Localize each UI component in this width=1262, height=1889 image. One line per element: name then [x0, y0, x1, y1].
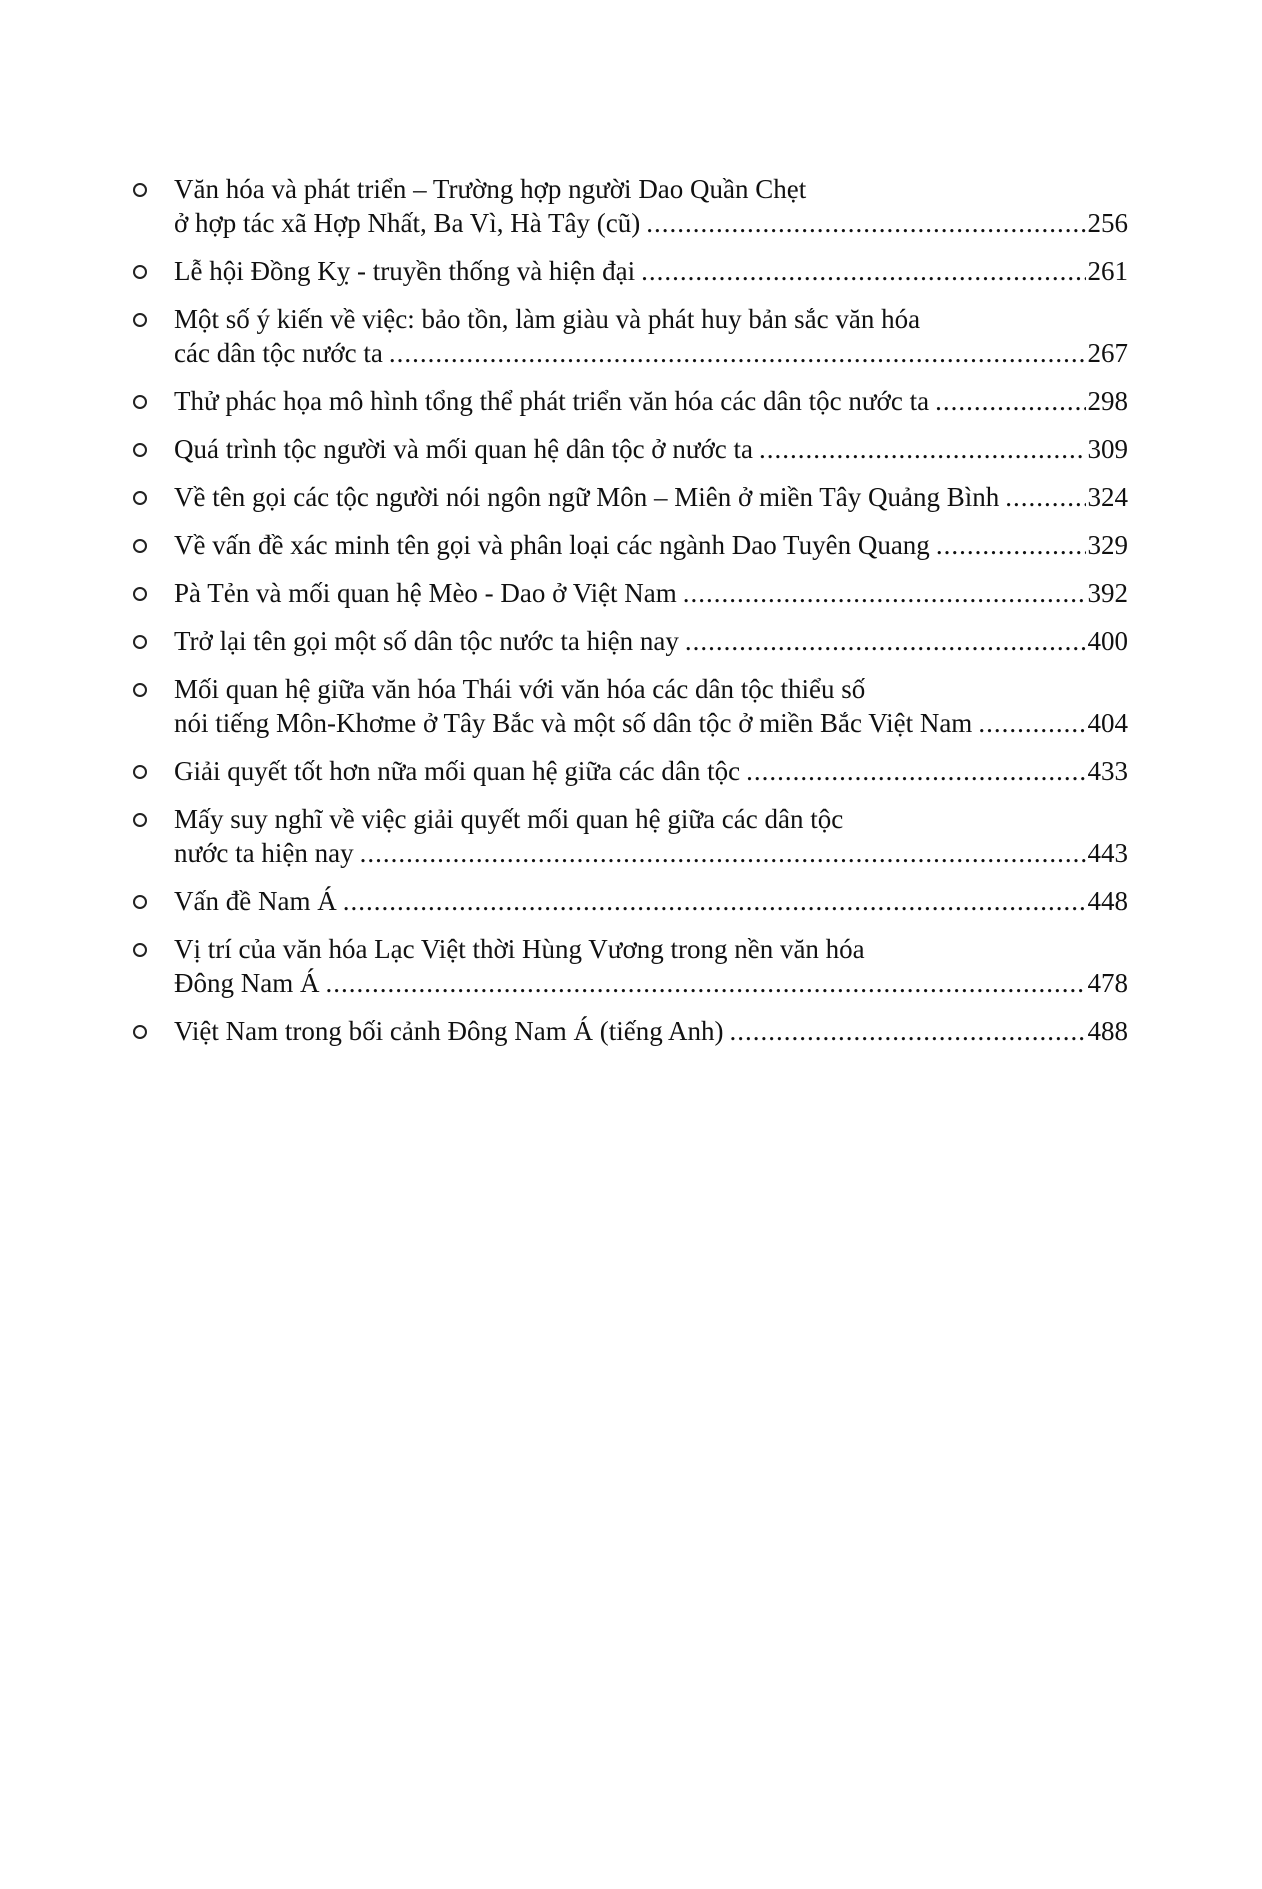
toc-entry-title-line: Về tên gọi các tộc người nói ngôn ngữ Môn – Miên ở miền Tây Quảng Bình — [174, 482, 1000, 512]
toc-entry-title-line: Thử phác họa mô hình tổng thể phát triển văn hóa các dân tộc nước ta — [174, 386, 930, 416]
dot-leader — [936, 528, 1086, 562]
toc-entry-title-line: Pà Tẻn và mối quan hệ Mèo - Dao ở Việt Nam — [174, 578, 677, 608]
toc-entry — [133, 172, 1128, 240]
toc-entry-title-line: Lễ hội Đồng Kỵ - truyền thống và hiện đại — [174, 256, 636, 286]
toc-entry — [133, 302, 1128, 370]
dot-leader — [935, 384, 1085, 418]
toc-entry-title-line: Vấn đề Nam Á — [174, 886, 337, 916]
toc-entry — [133, 624, 1128, 658]
toc-entry — [133, 672, 1128, 740]
circle-bullet-icon — [133, 491, 147, 505]
circle-bullet-icon — [133, 443, 147, 457]
toc-page-number: 400 — [1087, 626, 1128, 656]
toc-page-number: 478 — [1087, 968, 1128, 998]
dot-leader — [343, 884, 1086, 918]
toc-entry-last-line — [174, 624, 1128, 658]
circle-bullet-icon — [133, 313, 147, 327]
toc-entry-last-line — [174, 576, 1128, 610]
toc-page-number: 448 — [1087, 886, 1128, 916]
toc-entry-last-line — [174, 336, 1128, 370]
circle-bullet-icon — [133, 265, 147, 279]
toc-entry — [133, 1014, 1128, 1048]
toc-entry — [133, 884, 1128, 918]
toc-entry-title-line: Giải quyết tốt hơn nữa mối quan hệ giữa các dân tộc — [174, 756, 741, 786]
circle-bullet-icon — [133, 683, 147, 697]
circle-bullet-icon — [133, 395, 147, 409]
toc-entry-title-line: Đông Nam Á — [174, 968, 320, 998]
toc-entry-title-line: Mấy suy nghĩ về việc giải quyết mối quan hệ giữa các dân tộc — [174, 804, 844, 834]
toc-entry-title-line: ở hợp tác xã Hợp Nhất, Ba Vì, Hà Tây (cũ) — [174, 208, 641, 238]
circle-bullet-icon — [133, 539, 147, 553]
toc-page-number: 392 — [1087, 578, 1128, 608]
dot-leader — [759, 432, 1086, 466]
toc-entry-last-line — [174, 754, 1128, 788]
toc-entry-title-line: các dân tộc nước ta — [174, 338, 383, 368]
circle-bullet-icon — [133, 183, 147, 197]
toc-page-number: 324 — [1087, 482, 1128, 512]
circle-bullet-icon — [133, 587, 147, 601]
toc-entry-title-line: Việt Nam trong bối cảnh Đông Nam Á (tiếng Anh) — [174, 1016, 724, 1046]
toc-entry-last-line — [174, 1014, 1128, 1048]
toc-entry-title-line: Trở lại tên gọi một số dân tộc nước ta hiện nay — [174, 626, 679, 656]
dot-leader — [1005, 480, 1085, 514]
toc-entry — [133, 384, 1128, 418]
toc-entry-last-line — [174, 254, 1128, 288]
circle-bullet-icon — [133, 765, 147, 779]
toc-page-number: 443 — [1087, 838, 1128, 868]
dot-leader — [325, 966, 1085, 1000]
dot-leader — [730, 1014, 1086, 1048]
toc-page-number: 404 — [1087, 708, 1128, 738]
toc-entry-title-line: Vị trí của văn hóa Lạc Việt thời Hùng Vương trong nền văn hóa — [174, 934, 865, 964]
toc-entry-last-line — [174, 528, 1128, 562]
toc-entry-last-line — [174, 480, 1128, 514]
toc-entry-title-line: Một số ý kiến về việc: bảo tồn, làm giàu và phát huy bản sắc văn hóa — [174, 304, 921, 334]
dot-leader — [389, 336, 1086, 370]
toc-entry-title-line: nói tiếng Môn-Khơme ở Tây Bắc và một số dân tộc ở miền Bắc Việt Nam — [174, 708, 973, 738]
toc-entry-last-line — [174, 706, 1128, 740]
toc-entry — [133, 802, 1128, 870]
toc-entry-title-line: Mối quan hệ giữa văn hóa Thái với văn hóa các dân tộc thiểu số — [174, 674, 866, 704]
toc-entry — [133, 576, 1128, 610]
toc-entry — [133, 432, 1128, 466]
toc-entry-last-line — [174, 206, 1128, 240]
toc-page-number: 256 — [1087, 208, 1128, 238]
dot-leader — [746, 754, 1085, 788]
circle-bullet-icon — [133, 1025, 147, 1039]
toc-entry-last-line — [174, 432, 1128, 466]
circle-bullet-icon — [133, 895, 147, 909]
toc-entry — [133, 754, 1128, 788]
toc-page-number: 309 — [1087, 434, 1128, 464]
circle-bullet-icon — [133, 943, 147, 957]
toc-page-number: 261 — [1087, 256, 1128, 286]
toc-entry — [133, 932, 1128, 1000]
toc-entry — [133, 528, 1128, 562]
dot-leader — [685, 624, 1086, 658]
toc-page-number: 433 — [1087, 756, 1128, 786]
toc-entry — [133, 254, 1128, 288]
toc-entry-title-line: Về vấn đề xác minh tên gọi và phân loại các ngành Dao Tuyên Quang — [174, 530, 930, 560]
toc-entry-last-line — [174, 884, 1128, 918]
toc-entry-last-line — [174, 836, 1128, 870]
dot-leader — [978, 706, 1085, 740]
dot-leader — [641, 254, 1085, 288]
toc-entry-title-line: Quá trình tộc người và mối quan hệ dân tộc ở nước ta — [174, 434, 753, 464]
circle-bullet-icon — [133, 813, 147, 827]
dot-leader — [646, 206, 1085, 240]
toc-page-number: 267 — [1087, 338, 1128, 368]
toc-entry-title-line: nước ta hiện nay — [174, 838, 354, 868]
circle-bullet-icon — [133, 635, 147, 649]
toc-entry-last-line — [174, 384, 1128, 418]
table-of-contents — [133, 172, 1128, 1062]
toc-entry — [133, 480, 1128, 514]
dot-leader — [360, 836, 1086, 870]
toc-entry-title-line: Văn hóa và phát triển – Trường hợp người Dao Quần Chẹt — [174, 174, 807, 204]
toc-page-number: 488 — [1087, 1016, 1128, 1046]
toc-page-number: 329 — [1087, 530, 1128, 560]
dot-leader — [683, 576, 1086, 610]
toc-page-number: 298 — [1087, 386, 1128, 416]
toc-entry-last-line — [174, 966, 1128, 1000]
